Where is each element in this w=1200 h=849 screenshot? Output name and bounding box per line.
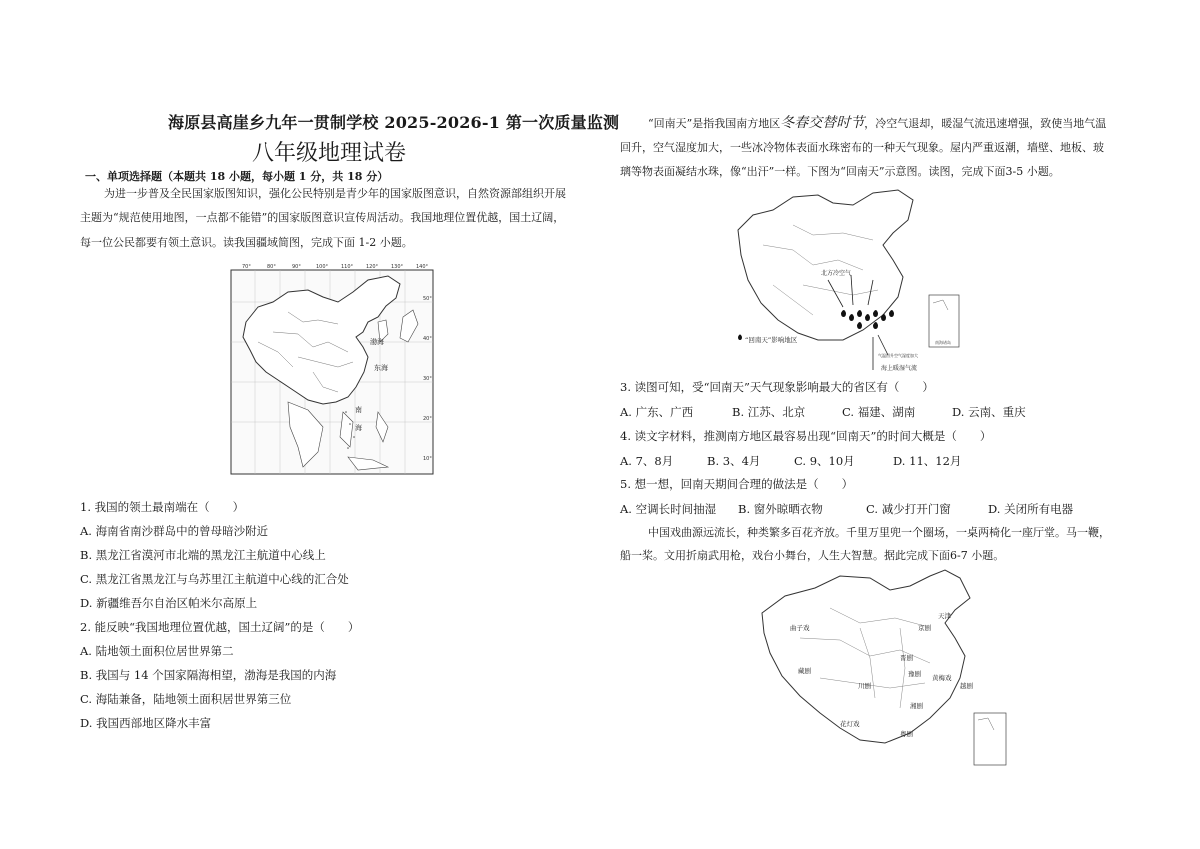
q5-option-a[interactable]: A. 空调长时间抽湿 (620, 502, 717, 516)
opera-map (760, 568, 1010, 768)
ocean-flow-label: 海上暖湿气流 (881, 365, 918, 372)
q2-stem: 2. 能反映“我国地理位置优越，国土辽阔”的是（ ） (80, 620, 360, 634)
lon-tick: 80° (267, 264, 276, 270)
opera-label: 花灯戏 (840, 720, 860, 728)
south-china-sea-inset (974, 713, 1006, 765)
lat-tick: 20° (423, 416, 432, 422)
lon-tick: 110° (341, 264, 354, 270)
lon-tick: 70° (242, 264, 251, 270)
q1-option-b[interactable]: B. 黑龙江省漠河市北端的黑龙江主航道中心线上 (80, 548, 326, 562)
huinantian-intro-1: “回南天”是指我国南方地区冬春交替时节，冷空气退却，暖湿气流迅速增强，致使当地气温 (648, 115, 1107, 131)
opera-label: 越剧 (960, 682, 973, 690)
lat-tick: 50° (423, 296, 432, 302)
lon-tick: 140° (416, 264, 429, 270)
lon-tick: 90° (292, 264, 301, 270)
opera-intro-1: 中国戏曲源远流长，种类繁多百花齐放。千里万里兜一个圈场，一桌两椅化一座厅堂。马一鞭， (648, 526, 1110, 539)
q2-option-c[interactable]: C. 海陆兼备，陆地领土面积居世界第三位 (80, 692, 292, 706)
opera-label: 豫剧 (908, 670, 921, 678)
q1-option-a[interactable]: A. 海南省南沙群岛中的曾母暗沙附近 (80, 524, 269, 538)
donghai-label: 东海 (374, 364, 388, 372)
q3-option-d[interactable]: D. 云南、重庆 (952, 405, 1026, 419)
opera-label: 京剧 (918, 624, 931, 632)
cold-air-label: 北方冷空气 (821, 270, 852, 277)
huinantian-map (733, 185, 973, 375)
q1-option-c[interactable]: C. 黑龙江省黑龙江与乌苏里江主航道中心线的汇合处 (80, 572, 349, 586)
nanhai-label-nan: 南 (355, 406, 362, 414)
intro-line-2: 主题为“规范使用地图，一点都不能错”的国家版图意识宣传周活动。我国地理位置优越，国土辽阔， (80, 211, 565, 224)
q4-option-b[interactable]: B. 3、4月 (707, 454, 761, 468)
lon-tick: 130° (391, 264, 404, 270)
opera-label: 藏剧 (798, 667, 811, 675)
bohai-label: 渤海 (370, 338, 384, 346)
legend-text: “回南天”影响地区 (745, 336, 798, 344)
opera-intro-2: 船一桨。文用折扇武用枪，戏台小舞台，人生大智慧。据此完成下面6-7 小题。 (620, 549, 1005, 562)
intro-line-3: 每一位公民都要有领土意识。读我国疆域简图，完成下面 1-2 小题。 (80, 236, 413, 249)
opera-label: 黄梅戏 (932, 674, 952, 682)
huinantian-intro-3: 璃等物表面凝结水珠，像“出汗”一样。下图为“回南天”示意图。读图，完成下面3-5 小题。 (620, 165, 1060, 178)
opera-label: 晋剧 (900, 654, 913, 662)
opera-label: 曲子戏 (790, 624, 810, 632)
q2-option-d[interactable]: D. 我国西部地区降水丰富 (80, 716, 212, 730)
lat-tick: 30° (423, 376, 432, 382)
q3-option-c[interactable]: C. 福建、湖南 (842, 405, 916, 419)
q2-option-b[interactable]: B. 我国与 14 个国家隔海相望，渤海是我国的内海 (80, 668, 337, 682)
q2-option-a[interactable]: A. 陆地领土面积位居世界第二 (80, 644, 234, 658)
inset-label: 南海诸岛 (935, 340, 951, 345)
q1-option-d[interactable]: D. 新疆维吾尔自治区帕米尔高原上 (80, 596, 258, 610)
legend-drop-icon (738, 335, 742, 341)
q4-option-c[interactable]: C. 9、10月 (794, 454, 855, 468)
q3-option-b[interactable]: B. 江苏、北京 (732, 405, 806, 419)
lon-tick: 100° (316, 264, 329, 270)
q4-option-a[interactable]: A. 7、8月 (620, 454, 674, 468)
q5-option-b[interactable]: B. 窗外晾晒衣物 (738, 502, 823, 516)
opera-label: 川剧 (858, 682, 871, 690)
q5-option-c[interactable]: C. 减少打开门窗 (866, 502, 951, 516)
china-territory-map (228, 262, 436, 476)
lat-tick: 10° (423, 456, 432, 462)
huinantian-intro-2: 回升，空气湿度加大，一些冰冷物体表面水珠密布的一种天气现象。屋内严重返潮，墙壁、地板、玻 (620, 141, 1104, 154)
emphasis-text: 冬春交替时节 (780, 115, 865, 131)
exam-title: 海原县高崖乡九年一贯制学校 2025-2026-1 第一次质量监测 (168, 113, 620, 132)
lon-tick: 120° (366, 264, 379, 270)
opera-label: 湘剧 (910, 702, 923, 710)
q4-option-d[interactable]: D. 11、12月 (893, 454, 962, 468)
q1-stem: 1. 我国的领土最南端在（ ） (80, 500, 245, 514)
section-heading: 一、单项选择题（本题共 18 小题，每小题 1 分，共 18 分） (85, 170, 389, 183)
exam-subtitle: 八年级地理试卷 (252, 141, 407, 166)
q3-stem: 3. 读图可知，受“回南天”天气现象影响最大的省区有（ ） (620, 380, 934, 394)
lat-tick: 40° (423, 336, 432, 342)
q3-option-a[interactable]: A. 广东、广西 (620, 405, 694, 419)
nanhai-label-hai: 海 (355, 424, 362, 432)
q5-stem: 5. 想一想，回南天期间合理的做法是（ ） (620, 477, 854, 491)
opera-label: 粤剧 (900, 730, 913, 738)
q4-stem: 4. 读文字材料，推测南方地区最容易出现“回南天”的时间大概是（ ） (620, 429, 992, 443)
intro-line-1: 为进一步普及全民国家版图知识，强化公民特别是青少年的国家版图意识，自然资源部组织开展 (104, 187, 566, 200)
opera-label: 天津 (938, 612, 951, 620)
humidity-label: 气温回升空气湿度加大 (878, 353, 918, 358)
q5-option-d[interactable]: D. 关闭所有电器 (988, 502, 1074, 516)
